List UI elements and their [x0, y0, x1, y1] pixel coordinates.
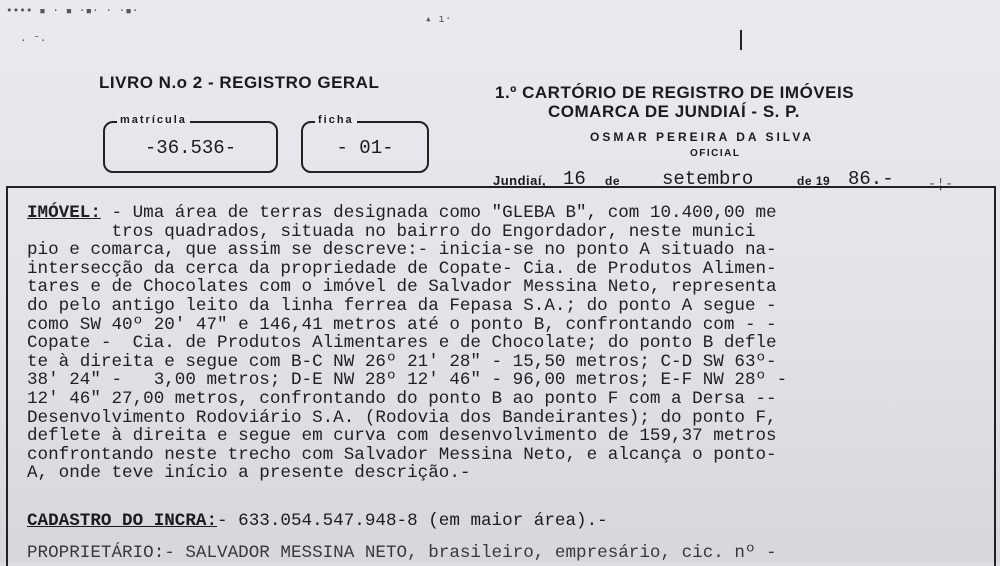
imovel-line: Copate - Cia. de Produtos Alimentares e de Chocolate; do ponto B defle	[27, 333, 777, 354]
official-title: OFICIAL	[690, 148, 741, 159]
imovel-first-line-text: - Uma área de terras designada como "GLEBA B", com 10.400,00 me	[100, 203, 777, 223]
date-day: 16	[563, 168, 586, 190]
book-title: LIVRO N.o 2 - REGISTRO GERAL	[99, 73, 380, 92]
scan-speck: · ˉ·	[20, 34, 47, 47]
matricula-value: -36.536-	[144, 137, 237, 159]
proprietario-line: PROPRIETÁRIO:- SALVADOR MESSINA NETO, brasileiro, empresário, cic. nº -	[27, 543, 777, 563]
imovel-first-line	[27, 204, 957, 223]
date-de-year: de 19	[797, 174, 831, 188]
ficha-value: - 01-	[336, 137, 394, 159]
imovel-label: IMÓVEL:	[27, 203, 101, 223]
imovel-line: pio e comarca, que assim se descreve:- inicia-se no ponto A situado na-	[27, 240, 777, 261]
date-month: setembro	[662, 168, 754, 190]
imovel-line: Desenvolvimento Rodoviário S.A. (Rodovia dos Bandeirantes); do ponto F,	[27, 407, 777, 428]
imovel-line: intersecção da cerca da propriedade de Copate- Cia. de Produtos Alimen-	[27, 258, 777, 279]
date-de: de	[605, 174, 621, 188]
cadastro-label: CADASTRO DO INCRA:	[27, 511, 218, 531]
matricula-box	[103, 114, 278, 173]
imovel-line: A, onde teve início a presente descrição.-	[27, 463, 471, 484]
imovel-line: 38' 24" - 3,00 metros; D-E NW 28º 12' 46" - 96,00 metros; E-F NW 28º -	[27, 370, 788, 391]
cadastro-value: - 633.054.547.948-8 (em maior área).-	[217, 511, 608, 531]
date-year: 86.-	[848, 168, 894, 190]
imovel-line: como SW 40º 20' 47" e 146,41 metros até o ponto B, confrontando com - -	[27, 314, 777, 335]
date-city: Jundiaí,	[493, 173, 547, 188]
imovel-line: deflete à direita e segue em curva com desenvolvimento de 159,37 metros	[27, 426, 777, 447]
cadastro-incra	[27, 511, 608, 531]
office-comarca: COMARCA DE JUNDIAÍ - S. P.	[548, 102, 800, 121]
matricula-label: matrícula	[117, 114, 190, 126]
imovel-line: 12' 46" 27,00 metros, confrontando do ponto B ao ponto F com a Dersa --	[27, 388, 777, 409]
scan-speck: ▴ ı·	[425, 12, 452, 25]
official-name: OSMAR PEREIRA DA SILVA	[590, 130, 815, 144]
imovel-description	[27, 204, 957, 483]
imovel-line: te à direita e segue com B-C NW 26º 21' 28" - 15,50 metros; C-D SW 63º-	[27, 351, 777, 372]
imovel-line: do pelo antigo leito da linha ferrea da Fepasa S.A.; do ponto A segue -	[27, 295, 777, 316]
scan-speck: •••• ▪ · ▪ ·▪· · ·▪·	[6, 4, 139, 17]
ficha-label: ficha	[315, 114, 357, 126]
office-title: 1.º CARTÓRIO DE REGISTRO DE IMÓVEIS	[495, 83, 855, 102]
scan-mark	[740, 30, 742, 50]
ficha-box	[301, 114, 429, 173]
imovel-line: tros quadrados, situada no bairro do Engordador, neste munici	[27, 221, 756, 242]
imovel-line: confrontando neste trecho com Salvador Messina Neto, e alcança o ponto-	[27, 444, 777, 465]
scan-speck: -¦-	[928, 176, 954, 192]
imovel-line: tares e de Chocolates com o imóvel de Salvador Messina Neto, representa	[27, 277, 777, 298]
